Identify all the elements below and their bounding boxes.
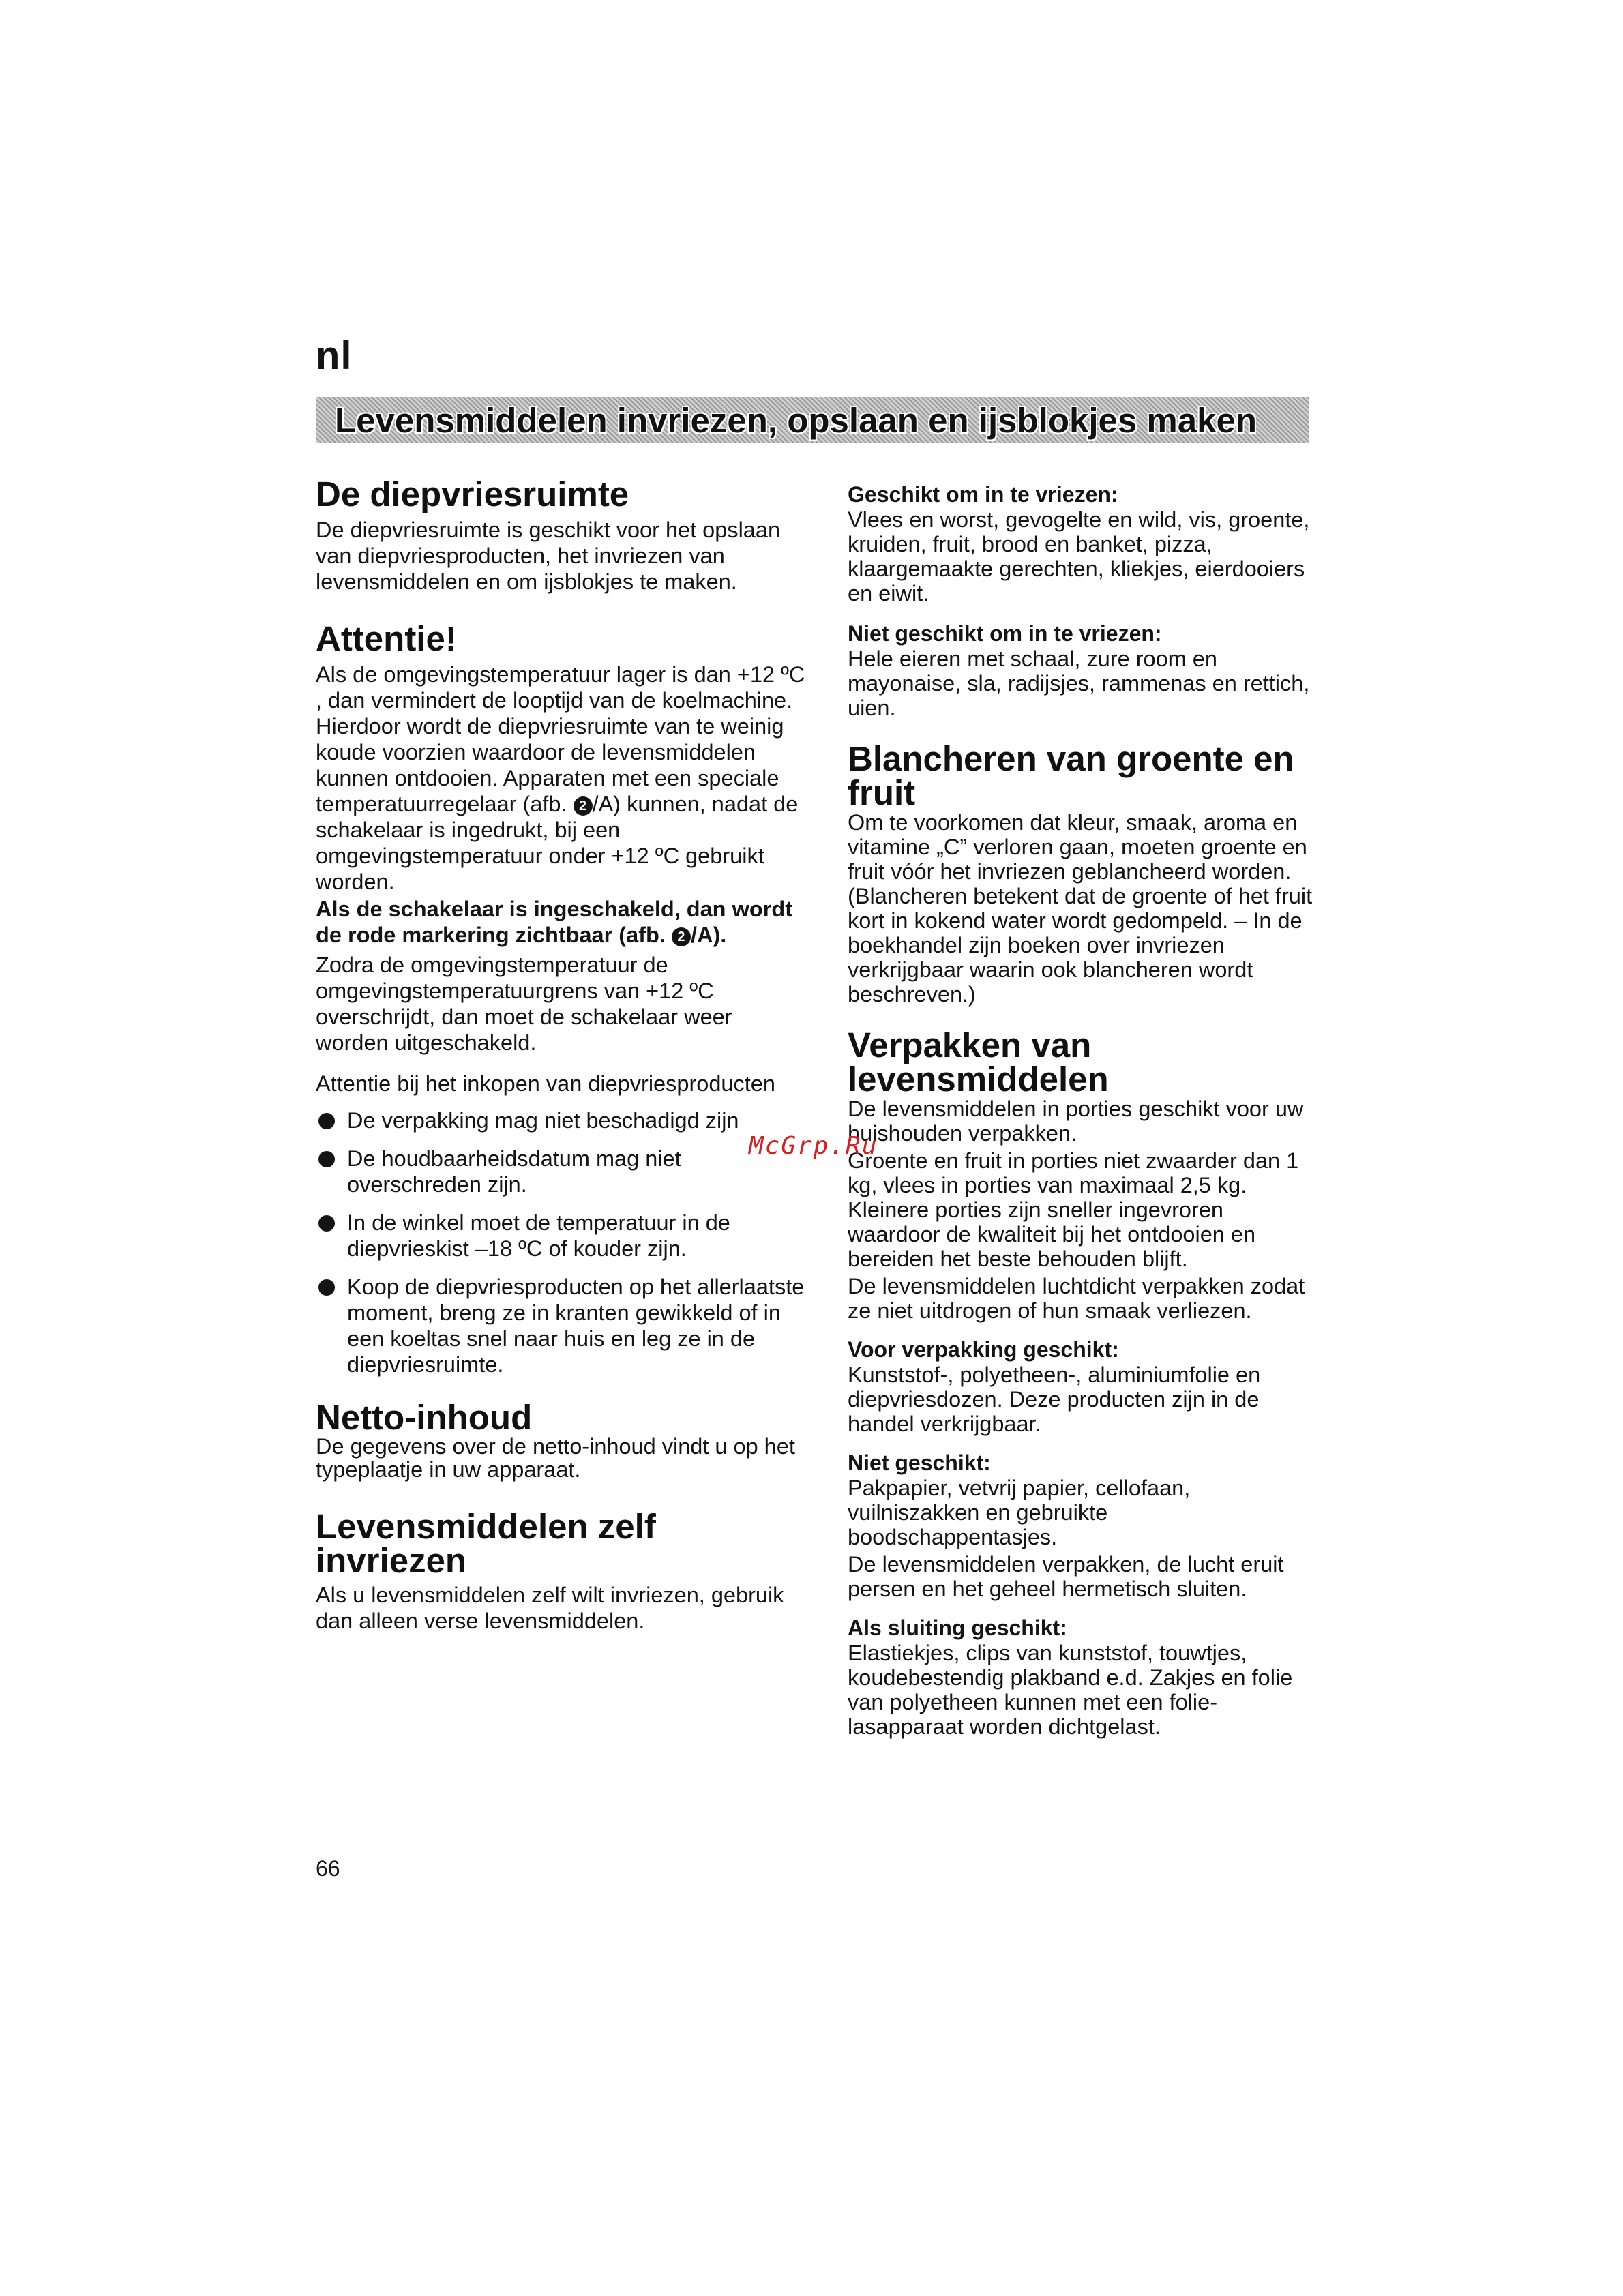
paragraph-verpakken-luchtdicht: De levensmiddelen luchtdicht verpakken zodat ze niet uitdrogen of hun smaak verliezen. — [848, 1274, 1305, 1323]
heading-sluiting-geschikt: Als sluiting geschikt: — [848, 1615, 1067, 1640]
paragraph-netto-inhoud: De gegevens over de netto-inhoud vindt u op het typeplaatje in uw apparaat. — [316, 1434, 795, 1482]
figure-ref-badge: 2 — [672, 927, 691, 946]
list-item-text: De verpakking mag niet beschadigd zijn — [347, 1108, 739, 1133]
list-item-text: In de winkel moet de temperatuur in de diepvrieskist –18 ºC of kouder zijn. — [347, 1210, 730, 1261]
heading-zelf-invriezen: Levensmiddelen zelf invriezen — [316, 1507, 656, 1580]
page-number: 66 — [316, 1856, 340, 1881]
heading-attentie: Attentie! — [316, 619, 457, 658]
bullet-icon — [318, 1215, 335, 1232]
list-item-text: De houdbaarheidsdatum mag niet overschreden zijn. — [347, 1146, 681, 1197]
paragraph-lucht-eruit: De levensmiddelen verpakken, de lucht eruit persen en het geheel hermetisch sluiten. — [848, 1552, 1284, 1601]
heading-niet-geschikt: Niet geschikt: — [848, 1450, 991, 1475]
attentie-text-b: /A) kunnen, nadat de schakelaar is ingedrukt, bij een omgevingstemperatuur onder +12 ºC gebruikt worden. — [316, 792, 799, 894]
paragraph-zelf-invriezen: Als u levensmiddelen zelf wilt invriezen, gebruik dan alleen verse levensmiddelen. — [316, 1583, 784, 1633]
paragraph-diepvriesruimte: De diepvriesruimte is geschikt voor het opslaan van diepvriesproducten, het invriezen van levensmiddelen en om ijsblokjes te maken. — [316, 518, 781, 594]
left-column — [316, 477, 807, 1634]
figure-ref-badge: 2 — [574, 796, 593, 816]
bullet-icon — [318, 1279, 335, 1296]
paragraph-verpakken-porties: De levensmiddelen in porties geschikt voor uw huishouden verpakken. — [848, 1097, 1304, 1146]
section-banner — [316, 397, 1309, 443]
heading-netto-inhoud: Netto-inhoud — [316, 1398, 533, 1437]
language-code: nl — [316, 333, 353, 378]
paragraph-uitschakelen: Zodra de omgevingstemperatuur de omgevingstemperatuurgrens van +12 ºC overschrijdt, dan moet de schakelaar weer worden uitgeschakeld. — [316, 953, 732, 1055]
heading-diepvriesruimte: De diepvriesruimte — [316, 475, 629, 513]
heading-verpakken: Verpakken van levensmiddelen — [848, 1026, 1109, 1099]
list-item — [316, 1274, 807, 1377]
list-item — [316, 1146, 807, 1197]
paragraph-inkopen-intro: Attentie bij het inkopen van diepvriesproducten — [316, 1071, 775, 1096]
paragraph-attentie — [316, 661, 807, 895]
inkopen-bullet-list — [316, 1107, 807, 1377]
heading-blancheren: Blancheren van groente en fruit — [848, 739, 1294, 812]
paragraph-geschikt: Vlees en worst, gevogelte en wild, vis, groente, kruiden, fruit, brood en banket, pizza, klaargemaakte gerechten, kliekjes, eierdooiers en eiwit. — [848, 507, 1310, 606]
heading-geschikt: Geschikt om in te vriezen: — [848, 482, 1118, 507]
paragraph-niet-geschikt-vriezen: Hele eieren met schaal, zure room en mayonaise, sla, radijsjes, rammenas en rettich, uien. — [848, 646, 1310, 720]
bullet-icon — [318, 1113, 335, 1129]
paragraph-verpakking-geschikt: Kunststof-, polyetheen-, aluminiumfolie en diepvriesdozen. Deze producten zijn in de handel verkrijgbaar. — [848, 1362, 1261, 1436]
list-item — [316, 1107, 807, 1133]
list-item-text: Koop de diepvriesproducten op het allerlaatste moment, breng ze in kranten gewikkeld of in een koeltas snel naar huis en leg ze in de diepvriesruimte. — [347, 1274, 805, 1377]
bullet-icon — [318, 1151, 335, 1167]
paragraph-sluiting-geschikt: Elastiekjes, clips van kunststof, touwtjes, koudebestendig plakband e.d. Zakjes en folie van polyetheen kunnen met een folie-lasapparaat worden dichtgelast. — [848, 1641, 1293, 1739]
right-column — [848, 481, 1318, 1739]
attentie-text-a: Als de omgevingstemperatuur lager is dan +12 ºC , dan vermindert de looptijd van de koelmachine. Hierdoor wordt de diepvriesruimte van te weinig koude voorzien waardoor de levensmiddelen kunnen ontdooien. Apparaten met een speciale temperatuurregelaar (afb. — [316, 662, 805, 816]
heading-verpakking-geschikt: Voor verpakking geschikt: — [848, 1337, 1119, 1362]
banner-title: Levensmiddelen invriezen, opslaan en ijsblokjes maken — [335, 400, 1257, 440]
paragraph-niet-geschikt: Pakpapier, vetvrij papier, cellofaan, vuilniszakken en gebruikte boodschappentasjes. — [848, 1476, 1191, 1549]
schakelaar-bold-b: /A). — [690, 923, 727, 947]
paragraph-blancheren: Om te voorkomen dat kleur, smaak, aroma en vitamine „C” verloren gaan, moeten groente en fruit vóór het invriezen geblancheerd worden. (Blancheren betekent dat de groente of het fruit kort in kokend water wordt gedompeld. – In de boekhandel zijn boeken over invriezen verkrijgbaar waarin ook blancheren wordt beschreven.) — [848, 810, 1313, 1007]
heading-niet-geschikt-vriezen: Niet geschikt om in te vriezen: — [848, 621, 1162, 646]
schakelaar-bold-a: Als de schakelaar is ingeschakeld, dan wordt de rode markering zichtbaar (afb. — [316, 897, 793, 947]
list-item — [316, 1210, 807, 1262]
paragraph-schakelaar-bold — [316, 896, 807, 948]
paragraph-verpakken-gewicht: Groente en fruit in porties niet zwaarder dan 1 kg, vlees in porties van maximaal 2,5 kg. Kleinere porties zijn sneller ingevroren waardoor de kwaliteit bij het ontdooien en bereiden het beste behouden blijft. — [848, 1148, 1299, 1271]
watermark: McGrp.Ru — [749, 1132, 878, 1160]
